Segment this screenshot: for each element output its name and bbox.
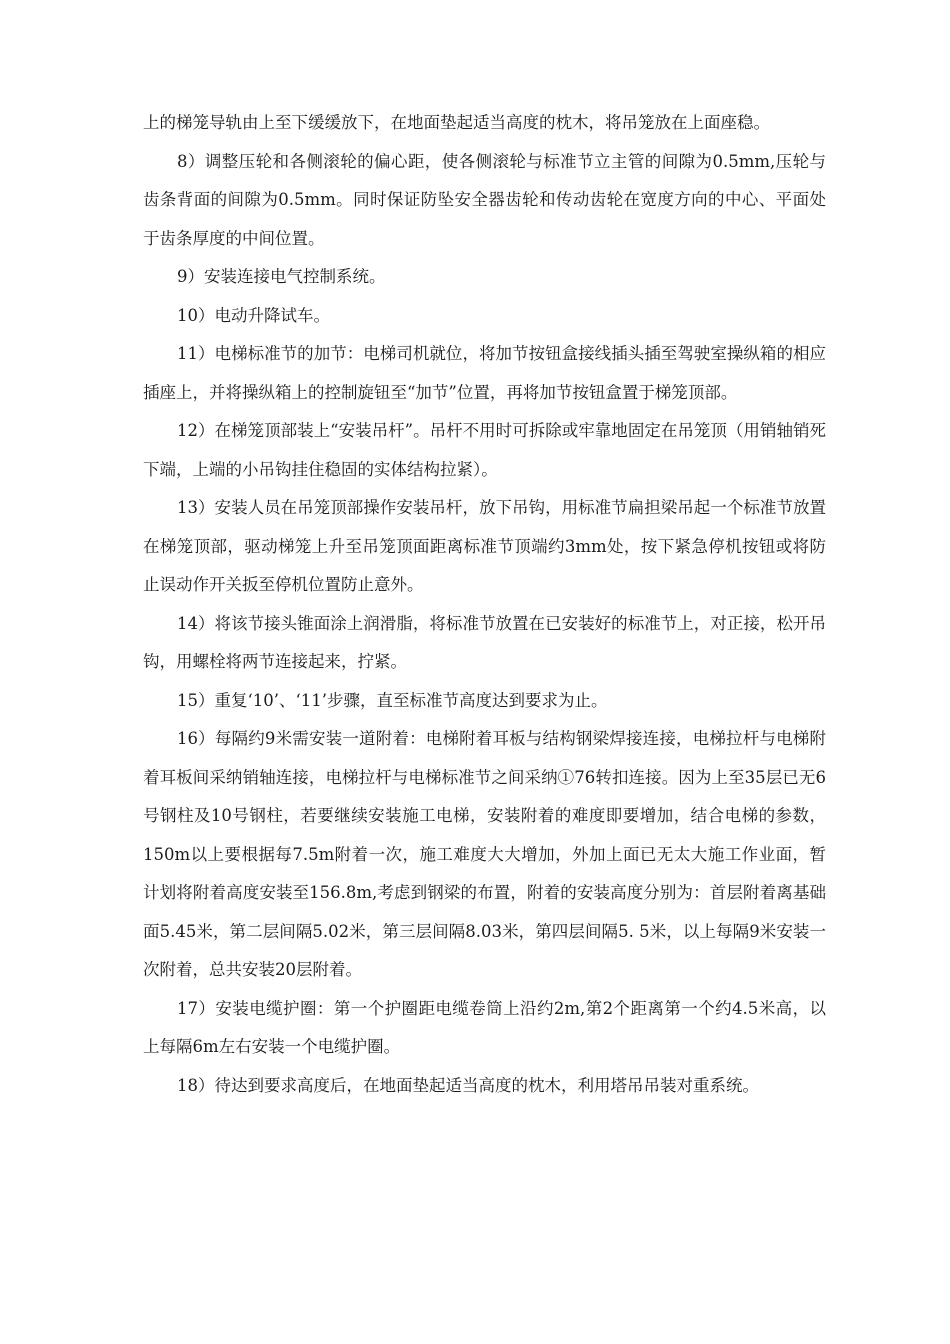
paragraph-step-10: 10）电动升降试车。 [177, 305, 330, 325]
paragraph-step-12: 12）在梯笼顶部装上“安装吊杆”。吊杆不用时可拆除或牢靠地固定在吊笼顶（用销轴销死下端，上端的小吊钩挂住稳固的实体结构拉紧）。 [143, 421, 826, 479]
paragraph-step-13: 13）安装人员在吊笼顶部操作安装吊杆，放下吊钩，用标准节扁担梁吊起一个标准节放置在梯笼顶部，驱动梯笼上升至吊笼顶面距离标准节顶端约3mm处，按下紧急停机按钮或将防止误动作开关扳至停机位置防止意外。 [143, 498, 826, 594]
document-body [143, 104, 826, 1105]
paragraph-step-11: 11）电梯标准节的加节：电梯司机就位，将加节按钮盒接线插头插至驾驶室操纵箱的相应插座上，并将操纵箱上的控制旋钮至“加节”位置，再将加节按钮盒置于梯笼顶部。 [143, 344, 826, 402]
paragraph-step-9: 9）安装连接电气控制系统。 [177, 267, 386, 286]
paragraph-step-8: 8）调整压轮和各侧滚轮的偏心距，使各侧滚轮与标准节立主管的间隙为0.5mm,压轮与齿条背面的间隙为0.5mm。同时保证防坠安全器齿轮和传动齿轮在宽度方向的中心、平面处于齿条厚度的中间位置。 [143, 151, 826, 248]
paragraph-step-14: 14）将该节接头锥面涂上润滑脂，将标准节放置在已安装好的标准节上，对正接，松开吊钩，用螺栓将两节连接起来，拧紧。 [143, 613, 826, 671]
paragraph-step-16: 16）每隔约9米需安装一道附着：电梯附着耳板与结构钢梁焊接连接，电梯拉杆与电梯附着耳板间采纳销轴连接，电梯拉杆与电梯标准节之间采纳①76转扣连接。因为上至35层已无6号钢柱及10号钢柱，若要继续安装施工电梯，安装附着的难度即要增加，结合电梯的参数，150m以上要根据每7.5m附着一次，施工难度大大增加，外加上面已无太大施工作业面，暂计划将附着高度安装至156.8m,考虑到钢梁的布置，附着的安装高度分别为：首层附着离基础面5.45米，第二层间隔5.02米，第三层间隔8.03米，第四层间隔5. 5米，以上每隔9米安装一次附着，总共安装20层附着。 [143, 729, 826, 979]
paragraph-step-17: 17）安装电缆护圈：第一个护圈距电缆卷筒上沿约2m,第2个距离第一个约4.5米高，以上每隔6m左右安装一个电缆护圈。 [143, 998, 826, 1056]
paragraph-continuation: 上的梯笼导轨由上至下缓缓放下，在地面垫起适当高度的枕木，将吊笼放在上面座稳。 [143, 113, 770, 132]
paragraph-step-15: 15）重复‘10’、‘11’步骤，直至标准节高度达到要求为止。 [177, 690, 608, 710]
paragraph-step-18: 18）待达到要求高度后，在地面垫起适当高度的枕木，利用塔吊吊装对重系统。 [177, 1075, 759, 1095]
